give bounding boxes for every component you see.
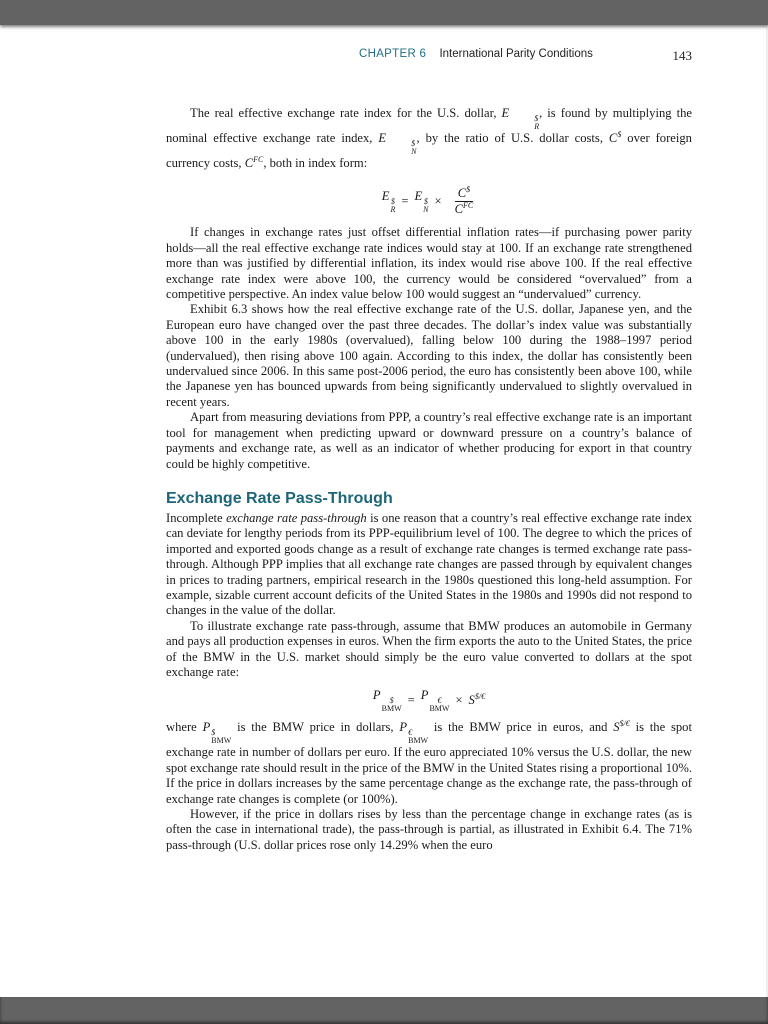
equation-real-effective-rate: E $ R = E $ N × $\frac{C^{\$}}{C^{FC}}$ [166, 171, 692, 225]
chapter-title: International Parity Conditions [439, 48, 593, 60]
paragraph-bmw-example: To illustrate exchange rate pass-through, assume that BMW produces an automobile in Germany and pays all production expenses in euros. When the firm exports the auto to the United States, the price of the BMW in the U.S. market should simply be the euro value converted to dollars at the spot exchange rate: [166, 618, 692, 679]
paragraph-incomplete-pass-through: Incomplete exchange rate pass-through is one reason that a country’s real effective exchange rate index can deviate for lengthy periods from its PPP-equilibrium level of 100. The degree to which the prices of imported and exported goods change as a result of exchange rate changes is termed exchange rate pass-through. Although PPP implies that all exchange rate changes are passed through by equivalent changes in prices to trading partners, empirical research in the 1980s questioned this long-held assumption. For example, sizable current account deficits of the United States in the 1980s and 1990s did not respond to changes in the value of the dollar. [166, 510, 693, 618]
chapter-label: CHAPTER 6 [359, 48, 427, 60]
symbol-C-FC: $C^{FC}$ [244, 154, 264, 170]
viewer-top-bar [0, 0, 768, 25]
section-heading: Exchange Rate Pass-Through [166, 489, 393, 507]
key-term: exchange rate pass-through [226, 510, 367, 525]
paragraph-real-effective-rate: The real effective exchange rate index for the U.S. dollar, E $ R , is found by multiplying the nominal effective exchange rate index, E $ N , by the ratio of U.S. dollar costs, C$ over foreign currency costs, $C^{FC}$, both in index form: [166, 106, 692, 170]
paragraph-exhibit-6-3: Exhibit 6.3 shows how the real effective exchange rate of the U.S. dollar, Japanese yen, and the European euro have changed over the past three decades. The dollar’s index value was substantially above 100 in the early 1980s (overvalued), falling below 100 during the 1988–1997 period (undervalued), then rising above 100 again. According to this index, the dollar has consistently been undervalued since 2006. In this same post-2006 period, the euro has consistently been above 100, while the Japanese yen has bounced upwards from being significantly undervalued to slightly overvalued in recent years. [166, 302, 692, 409]
paragraph-management-tool: Apart from measuring deviations from PPP, a country’s real effective exchange rate is an important tool for management when predicting upward or downward pressure on a country’s balance of payments and exchange rate, as well as an indicator of whether producing for export in that country could be highly competitive. [166, 410, 692, 471]
body-text [166, 106, 692, 853]
viewer-bottom-bar [0, 997, 768, 1024]
symbol-E-N: E $ N [378, 131, 417, 156]
symbol-E-R: E $ R [501, 106, 540, 131]
paragraph-partial-pass-through: However, if the price in dollars rises by less than the percentage change in exchange rates (as is often the case in international trade), the pass-through is partial, as illustrated in Exhibit 6.4. The 71% pass-through (U.S. dollar prices rose only 14.29% when the euro [166, 807, 692, 852]
equation-bmw-price: P $ BMW = P € BMW × S$/€ [372, 687, 486, 713]
paragraph-ppp-holds: If changes in exchange rates just offset differential inflation rates—if purchasing power parity holds—all the real effective exchange rate indices would stay at 100. If an exchange rate strengthened more than was justified by differential inflation, its index would rise above 100. If the real effective exchange rate index were above 100, the currency would be considered “overvalued” from a competitive perspective. An index value below 100 would suggest an “undervalued” currency. [166, 225, 692, 302]
paragraph-where-definitions: where P $ BMW is the BMW price in dollars, P € BMW is the BMW price in euros, and S$/€ is the spot exchange rate in number of dollars per euro. If the euro appreciated 10% versus the U.S. dollar, the new spot exchange rate should result in the price of the BMW in the United States rising a proportional 10%. If the price in dollars increases by the same percentage change as the exchange rate, the pass-through of exchange rate changes is complete (or 100%). [166, 719, 692, 806]
cost-ratio-fraction: $\frac{C^{\$}}{C^{FC}}$ [454, 184, 474, 216]
page-number: 143 [672, 48, 692, 63]
running-header [359, 48, 692, 64]
symbol-C-dollar: C$ [608, 129, 622, 145]
